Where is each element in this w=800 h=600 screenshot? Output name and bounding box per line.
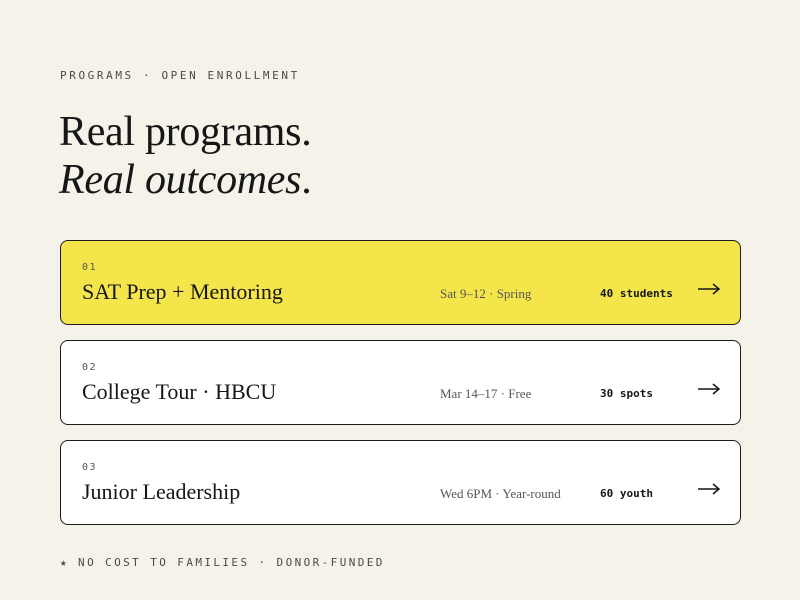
program-title: SAT Prep + Mentoring — [82, 279, 283, 304]
eyebrow-label: PROGRAMS · OPEN ENROLLMENT — [60, 69, 300, 82]
headline-line-2 — [59, 156, 311, 204]
program-title: College Tour · HBCU — [82, 379, 277, 404]
arrow-right-icon[interactable] — [697, 482, 721, 496]
program-card-college-tour[interactable] — [60, 340, 741, 425]
program-capacity: 40 students — [600, 287, 673, 300]
headline-line-1: Real programs. — [59, 109, 312, 155]
arrow-right-icon[interactable] — [697, 382, 721, 396]
program-card-sat-prep[interactable] — [60, 240, 741, 325]
program-number: 01 — [82, 262, 98, 273]
program-title: Junior Leadership — [82, 479, 241, 504]
program-number: 03 — [82, 462, 98, 473]
program-schedule: Wed 6PM · Year-round — [440, 486, 561, 501]
program-schedule: Sat 9–12 · Spring — [440, 286, 532, 301]
headline-italic: Real outcomes — [59, 157, 302, 203]
program-list — [60, 240, 741, 540]
program-capacity: 60 youth — [600, 487, 653, 500]
program-number: 02 — [82, 362, 98, 373]
program-card-junior-leadership[interactable] — [60, 440, 741, 525]
headline-period: . — [301, 157, 312, 203]
program-capacity: 30 spots — [600, 387, 653, 400]
program-schedule: Mar 14–17 · Free — [440, 386, 532, 401]
footnote: ★ NO COST TO FAMILIES · DONOR-FUNDED — [60, 556, 385, 569]
arrow-right-icon[interactable] — [697, 282, 721, 296]
page-headline — [59, 108, 311, 204]
